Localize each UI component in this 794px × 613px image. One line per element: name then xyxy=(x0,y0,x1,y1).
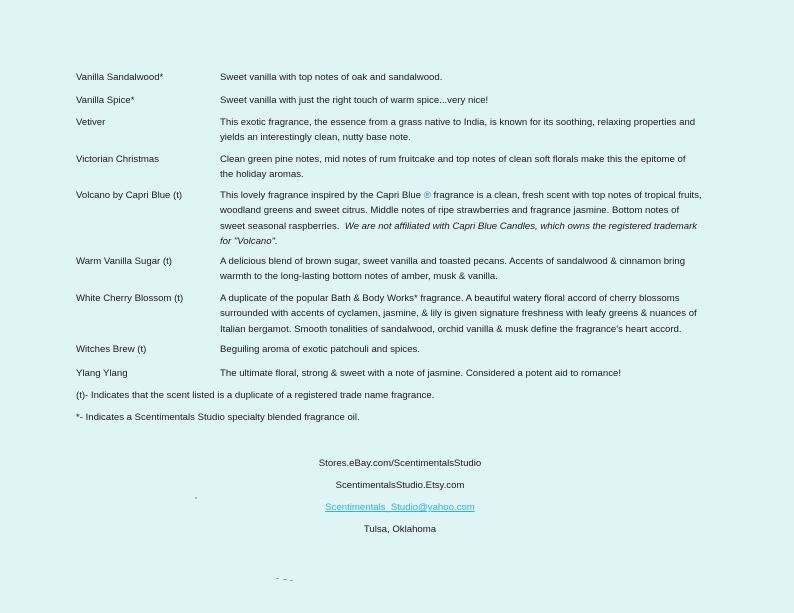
disclaimer-line: for "Volcano". xyxy=(220,236,278,248)
description-line: surrounded with accents of cyclamen, jasmine, & lily is given signature freshness with leafy greens & nuances of xyxy=(220,308,697,320)
fragrance-description: Sweet vanilla with just the right touch of warm spice...very nice! xyxy=(220,95,489,106)
email-link[interactable]: Scentimentals_Studio@yahoo.com xyxy=(325,502,475,513)
fragrance-name: Ylang Ylang xyxy=(76,368,128,379)
fragrance-description xyxy=(220,152,726,183)
fragrance-row-vetiver xyxy=(76,115,726,146)
fragrance-description xyxy=(220,188,726,250)
fragrance-row-vanilla-spice xyxy=(76,93,726,108)
disclaimer-text: We are not affiliated with Capri Blue Candles, which owns the registered trademark xyxy=(344,220,698,232)
fragrance-row-ylang-ylang xyxy=(76,366,726,381)
email-line xyxy=(0,501,794,515)
fragrance-description: Beguiling aroma of exotic patchouli and spices. xyxy=(220,344,420,355)
specialty-note: *- Indicates a Scentimentals Studio specialty blended fragrance oil. xyxy=(76,412,360,423)
fragrance-name: Warm Vanilla Sugar (t) xyxy=(76,256,172,267)
fragrance-name: Vanilla Sandalwood* xyxy=(76,72,164,83)
description-text: This lovely fragrance inspired by the Capri Blue xyxy=(220,190,422,201)
registered-mark: ® xyxy=(423,190,431,201)
description-text: sweet seasonal raspberries. xyxy=(220,220,340,232)
fragrance-row-warm-vanilla-sugar xyxy=(76,254,726,285)
location-text: Tulsa, Oklahoma xyxy=(363,524,437,535)
description-line: A duplicate of the popular Bath & Body Works* fragrance. A beautiful watery floral accord of cherry blossoms xyxy=(220,293,680,304)
fragrance-row-white-cherry-blossom xyxy=(76,291,726,337)
fragrance-name: Witches Brew (t) xyxy=(76,344,147,355)
fragrance-row-witches-brew xyxy=(76,342,726,357)
description-line: yields an interestingly clean, nutty base note. xyxy=(220,132,411,144)
description-line: Italian bergamot. Smooth tonalities of sandalwood, orchid vanilla & musk define the fragrance's heart accord. xyxy=(220,323,682,335)
scan-speck xyxy=(283,579,287,580)
fragrance-description xyxy=(220,291,726,337)
description-line xyxy=(220,219,726,234)
fragrance-name: Volcano by Capri Blue (t) xyxy=(76,190,183,201)
fragrance-row-volcano xyxy=(76,188,726,250)
fragrance-description: The ultimate floral, strong & sweet with a note of jasmine. Considered a potent aid to romance! xyxy=(220,368,622,379)
fragrance-name: White Cherry Blossom (t) xyxy=(76,293,184,304)
description-line: woodland greens and sweet citrus. Middle notes of ripe strawberries and fragrance jasmine. Bottom notes of xyxy=(220,205,680,217)
trade-name-note: (t)- Indicates that the scent listed is a duplicate of a registered trade name fragrance. xyxy=(76,390,435,401)
ebay-store-link: Stores.eBay.com/ScentimentalsStudio xyxy=(318,458,482,469)
etsy-store-link: ScentimentalsStudio.Etsy.com xyxy=(335,480,465,491)
description-line: A delicious blend of brown sugar, sweet vanilla and toasted pecans. Accents of sandalwood & cinnamon bring xyxy=(220,256,686,267)
fragrance-description: Sweet vanilla with top notes of oak and sandalwood. xyxy=(220,72,443,83)
description-text: fragrance is a clean, fresh scent with top notes of tropical fruits, xyxy=(430,190,702,201)
description-line: This exotic fragrance, the essence from a grass native to India, is known for its soothing, relaxing properties and xyxy=(220,117,696,128)
fragrance-description xyxy=(220,254,726,285)
scan-speck xyxy=(195,497,197,499)
description-line: warmth to the long-lasting bottom notes of amber, musk & vanilla. xyxy=(220,271,498,283)
fragrance-row-victorian-christmas xyxy=(76,152,726,183)
scan-speck xyxy=(290,580,293,581)
fragrance-name: Victorian Christmas xyxy=(76,154,159,165)
description-line: the holiday aromas. xyxy=(220,169,304,181)
description-line: Clean green pine notes, mid notes of rum fruitcake and top notes of clean soft florals make this the epitome of xyxy=(220,154,686,165)
fragrance-name: Vanilla Spice* xyxy=(76,95,135,106)
fragrance-name: Vetiver xyxy=(76,117,106,128)
scan-speck xyxy=(276,578,279,579)
description-line xyxy=(220,188,726,203)
fragrance-row-vanilla-sandalwood xyxy=(76,70,726,85)
fragrance-description xyxy=(220,115,726,146)
